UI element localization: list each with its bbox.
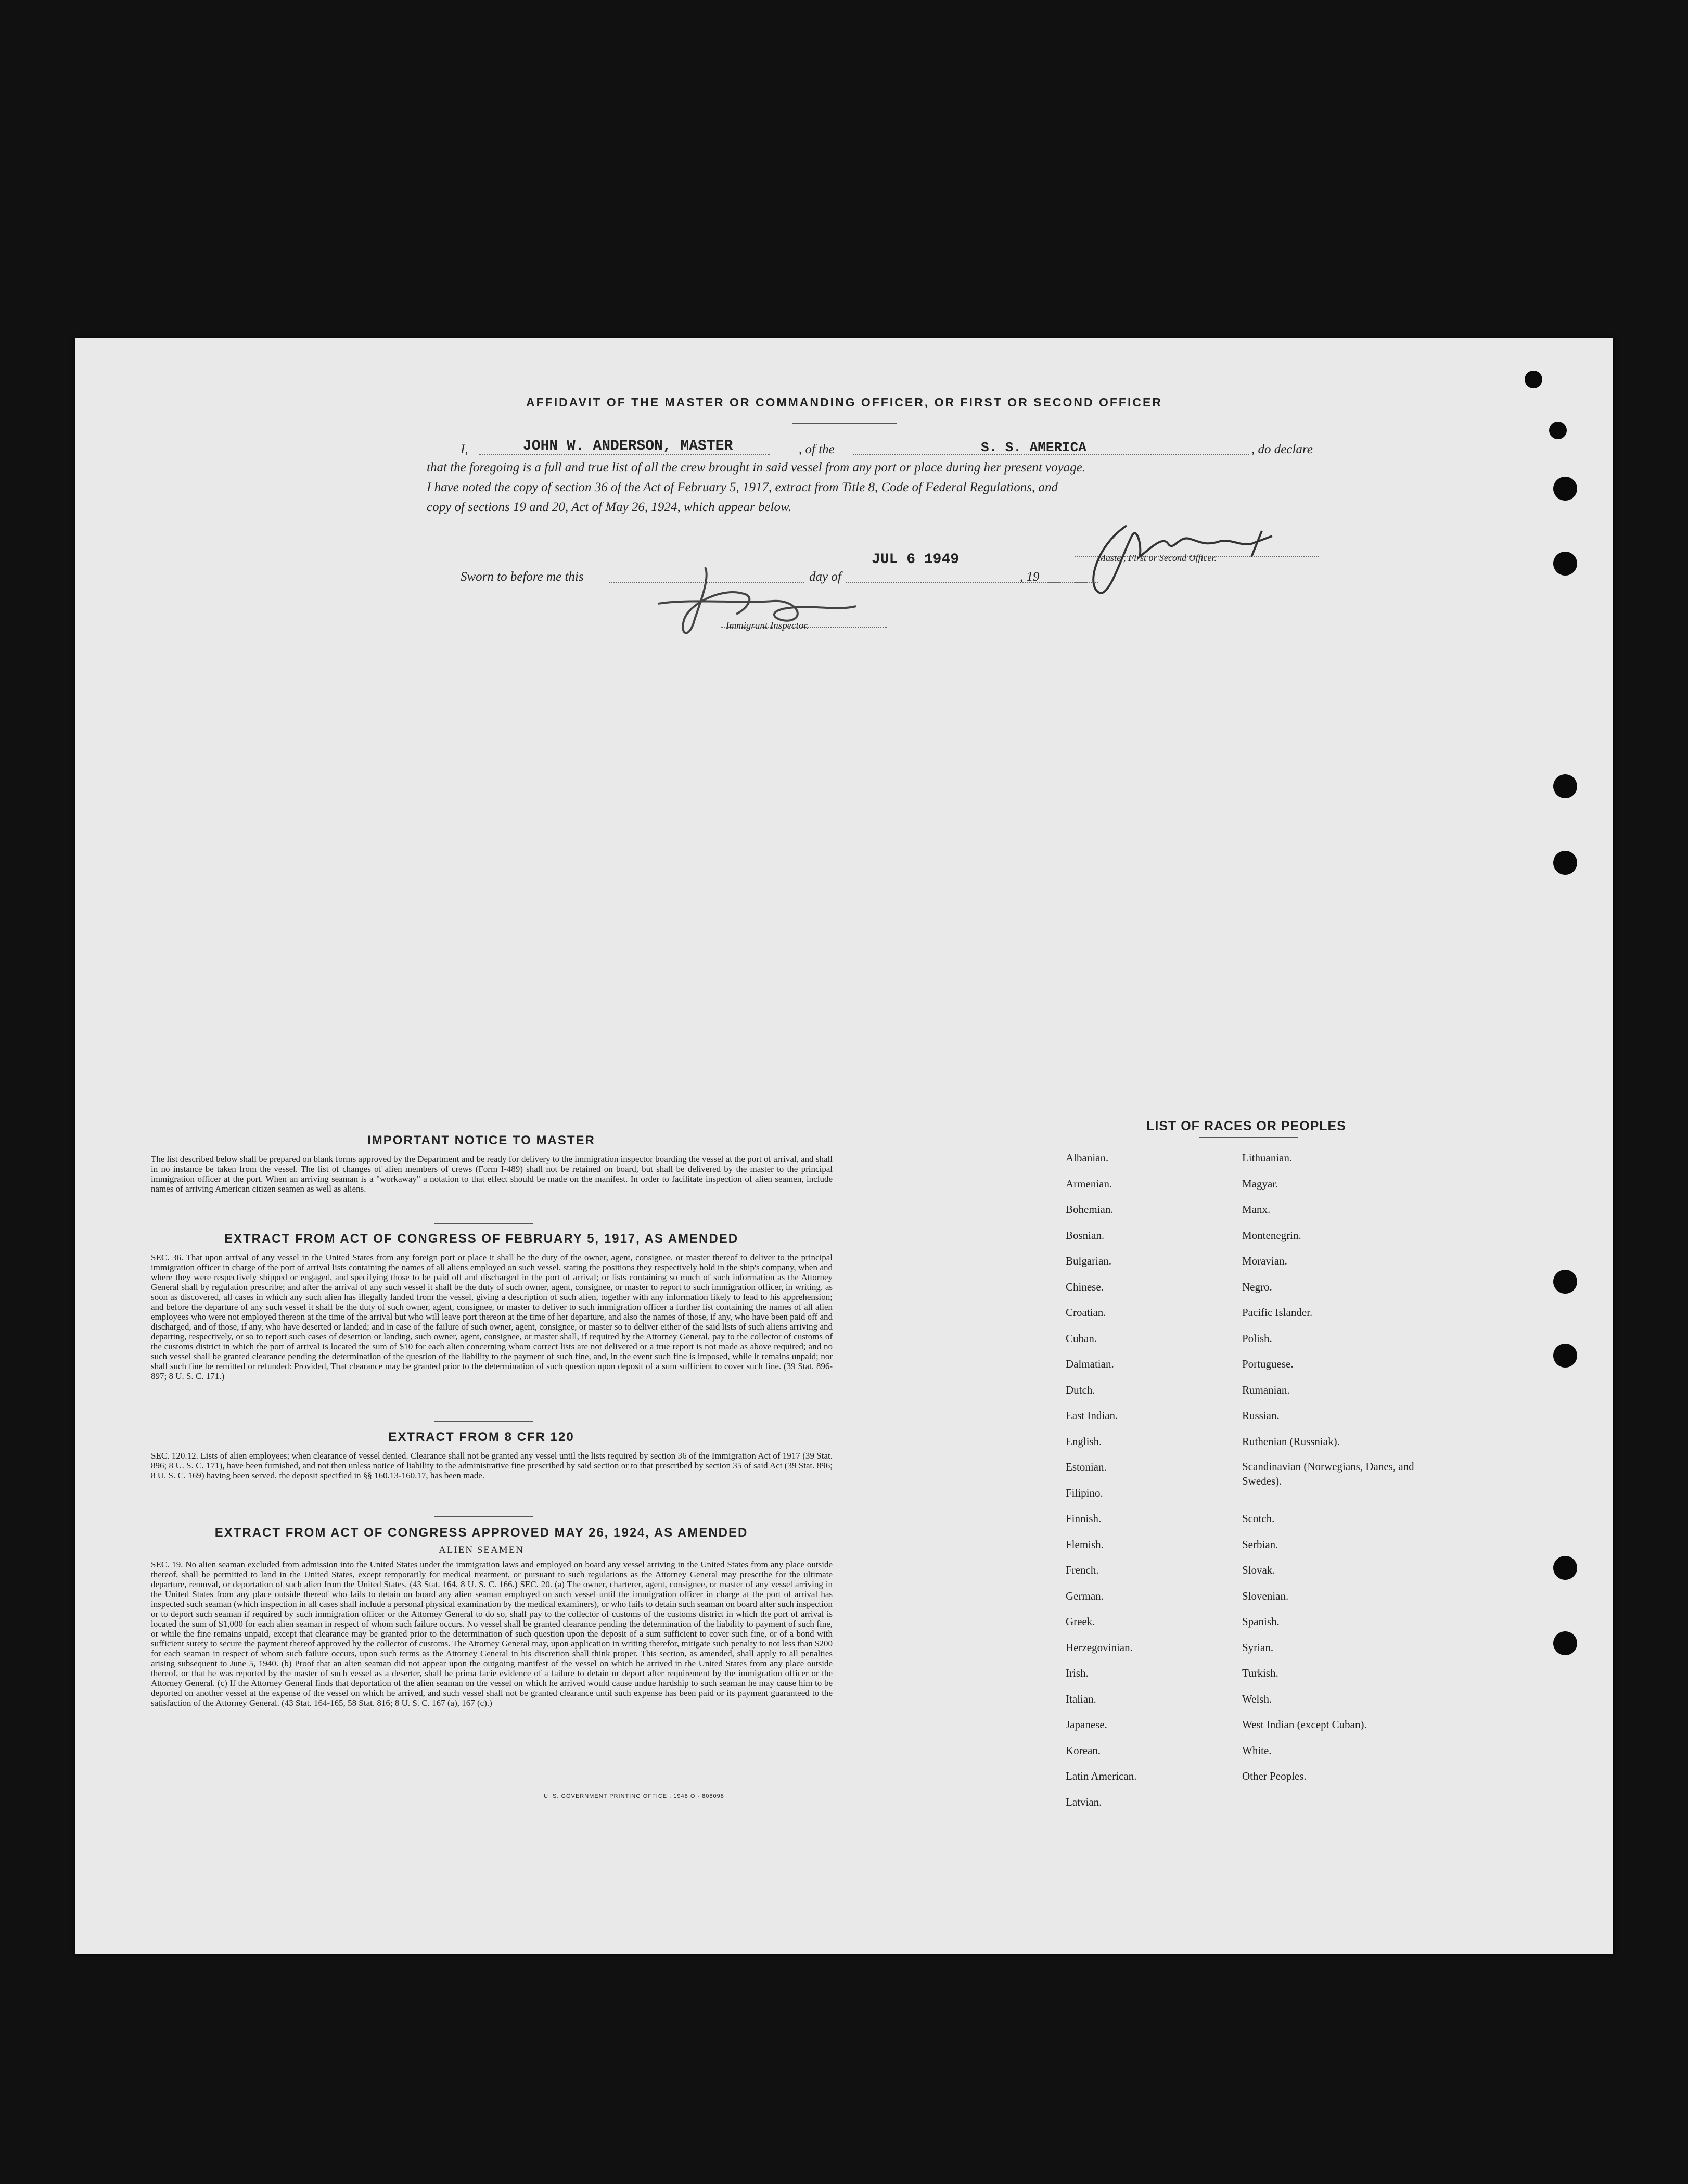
race-item: Slovak. bbox=[1242, 1564, 1275, 1576]
extract-1917-body: SEC. 36. That upon arrival of any vessel in the United States from any foreign port or place it shall be the duty of the owner, agent, consignee, or master thereof to deliver to the principal immigration officer in charge of the port of arrival lists containing the names of all aliens employed on such vessel, stating the positions they respectively hold in the ship's company, when and where they were respectively shipped or engaged, and specifying those to be paid off and discharged in the port of arrival; or lists containing so much of such information as the Attorney General shall by regulation prescribe; and after the arrival of any such vessel it shall be the duty of such owner, agent, consignee, or master to report to such immigration officer, in writing, as soon as discovered, all cases in which any such alien has illegally landed from the vessel, giving a description of such alien, together with any information likely to lead to his apprehension; and before the departure of any such vessel it shall be the duty of such owner, agent, consignee, or master to deliver to such immigration officer a further list containing the names of all alien employees who were not employed thereon at the time of the arrival but who will leave port thereon at the time of her departure, and also the names of those, if any, who have been paid off and discharged, and of those, if any, who have deserted or landed; and in case of the failure of such owner, agent, consignee, or master so to deliver either of the said lists of such aliens arriving and departing, respectively, or so to report such cases of desertion or landing, such owner, agent, consignee, or master shall, if required by the Attorney General, pay to the collector of customs of the customs district in which the port of arrival is located the sum of $10 for each alien concerning whom correct lists are not delivered or a true report is not made as above required; and no such vessel shall be granted clearance pending the determination of the question of the liability to the payment of such fine, and, in the event such fine is imposed, while it remains unpaid; nor shall such fine be remitted or refunded: Provided, That clearance may be granted prior to the determination of such question upon deposit of a sum sufficient to cover such fine. (39 Stat. 896-897; 8 U. S. C. 171.) bbox=[151, 1253, 833, 1381]
race-item: Latvian. bbox=[1066, 1795, 1102, 1808]
race-item: Portuguese. bbox=[1242, 1358, 1294, 1370]
binder-hole bbox=[1525, 371, 1542, 388]
race-item: Herzegovinian. bbox=[1066, 1641, 1133, 1654]
race-item: Latin American. bbox=[1066, 1770, 1137, 1782]
race-item: Korean. bbox=[1066, 1744, 1101, 1757]
binder-hole bbox=[1553, 851, 1577, 875]
race-item: Negro. bbox=[1242, 1280, 1272, 1293]
important-notice-body: The list described below shall be prepared on blank forms approved by the Department and be ready for delivery to the immigration inspector boarding the vessel at the port of arrival, and shall in no instance be taken from the vessel. The list of changes of alien members of crews (Form I-489) shall not be retained on board, but shall be delivered by the master to the principal immigration officer at the port. When an arriving seaman is a "workaway" a notation to that effect should be made on the manifest. In order to facilitate inspection of alien seamen, include names of arriving American citizen seamen as well as aliens. bbox=[151, 1154, 833, 1194]
extract-1924-title: EXTRACT FROM ACT OF CONGRESS APPROVED MAY 26, 1924, AS AMENDED bbox=[214, 1526, 748, 1540]
extract-cfr-body: SEC. 120.12. Lists of alien employees; when clearance of vessel denied. Clearance shall not be granted any vessel until the lists required by section 36 of the Immigration Act of 1917 (39 Stat. 896; 8 U. S. C. 171), have been furnished, and not then unless notice of liability to the administrative fine prescribed by said section or to that prescribed by section 35 of said Act (39 Stat. 896; 8 U. S. C. 169) having been served, the deposit specified in §§ 160.13-160.17, has been made. bbox=[151, 1451, 833, 1480]
race-item: Dalmatian. bbox=[1066, 1358, 1114, 1370]
race-item: Flemish. bbox=[1066, 1538, 1104, 1551]
master-name: JOHN W. ANDERSON, MASTER bbox=[523, 438, 733, 454]
race-item: German. bbox=[1066, 1589, 1104, 1602]
race-item: Magyar. bbox=[1242, 1177, 1278, 1190]
race-item: Estonian. bbox=[1066, 1461, 1107, 1473]
binder-hole bbox=[1553, 1631, 1577, 1655]
race-item: Dutch. bbox=[1066, 1383, 1095, 1396]
race-item: English. bbox=[1066, 1435, 1102, 1448]
officer-signature bbox=[1064, 515, 1335, 598]
binder-hole bbox=[1553, 774, 1577, 798]
race-item: Scotch. bbox=[1242, 1512, 1275, 1525]
document-page bbox=[75, 338, 1613, 1954]
race-item: Russian. bbox=[1242, 1409, 1280, 1422]
extract-1924-body: SEC. 19. No alien seaman excluded from admission into the United States under the immigration laws and employed on board any vessel arriving in the United States from any place outside thereof, shall be permitted to land in the United States, except temporarily for medical treatment, or pursuant to such regulations as the Attorney General may prescribe for the ultimate departure, removal, or deportation of such alien from the United States. (43 Stat. 164, 8 U. S. C. 166.) SEC. 20. (a) The owner, charterer, agent, consignee, or master of any vessel arriving in the United States from any place outside thereof who fails to detain on board any alien seaman employed on such vessel until the immigration officer in charge at the port of arrival has inspected such seaman (which inspection in all cases shall include a personal physical examination by the medical examiners), or who fails to detain such seaman on board after such inspection or to deport such seaman if required by such immigration officer or the Attorney General to do so, shall pay to the collector of customs of the customs district in which the port of arrival is located the sum of $1,000 for each alien seaman in respect of whom such failure occurs. No vessel shall be granted clearance pending the determination of the liability to payment of such fine, or while the fine remains unpaid, except that clearance may be granted prior to the determination of such question upon the deposit of a sum sufficient to cover such fine, or of a bond with sufficient surety to secure the payment thereof approved by the collector of customs. The Attorney General may, upon application in writing therefor, mitigate such penalty to not less than $200 for each seaman in respect of whom such failure occurs, upon such terms as the Attorney General in his discretion shall think proper. This section, as amended, shall apply to all penalties arising subsequent to June 5, 1940. (b) Proof that an alien seaman did not appear upon the outgoing manifest of the vessel on which he arrived in the United States from any place outside thereof, or that he was reported by the master of such vessel as a deserter, shall be prima facie evidence of a failure to detain or deport after requirement by the immigration officer or the Attorney General. (c) If the Attorney General finds that deportation of the alien seaman on the vessel on which he arrived would cause undue hardship to such seaman he may cause him to be deported on another vessel at the expense of the vessel on which he arrived, and such vessel shall not be granted clearance until such expense has been paid or its payment guaranteed to the satisfaction of the Attorney General. (43 Stat. 164-165, 58 Stat. 816; 8 U. S. C. 167 (a), 167 (c).) bbox=[151, 1560, 833, 1708]
race-item: Ruthenian (Russniak). bbox=[1242, 1435, 1340, 1448]
important-notice-title: IMPORTANT NOTICE TO MASTER bbox=[367, 1133, 595, 1147]
officer-caption: Master, First or Second Officer. bbox=[1098, 553, 1217, 563]
race-item: Rumanian. bbox=[1242, 1383, 1290, 1396]
inspector-caption: Immigrant Inspector. bbox=[726, 620, 809, 631]
race-item: Armenian. bbox=[1066, 1177, 1112, 1190]
race-item: Moravian. bbox=[1242, 1255, 1287, 1267]
race-item: Spanish. bbox=[1242, 1615, 1280, 1628]
races-right-column bbox=[1242, 1150, 1466, 1820]
race-item: Scandinavian (Norwegians, Danes, and Swedes). bbox=[1242, 1460, 1414, 1487]
inspector-signature bbox=[637, 557, 887, 645]
binder-hole bbox=[1553, 1556, 1577, 1580]
binder-hole bbox=[1549, 422, 1567, 439]
sworn-text: Sworn to before me this bbox=[461, 570, 584, 584]
do-declare-text: , do declare bbox=[1251, 442, 1313, 456]
race-item: Bohemian. bbox=[1066, 1203, 1114, 1216]
race-item: Pacific Islander. bbox=[1242, 1306, 1313, 1319]
race-item: Bosnian. bbox=[1066, 1229, 1105, 1242]
year-prefix: , 19 bbox=[1020, 570, 1040, 584]
race-item: East Indian. bbox=[1066, 1409, 1118, 1422]
race-item: Serbian. bbox=[1242, 1538, 1278, 1551]
affidavit-line-4: copy of sections 19 and 20, Act of May 26, 1924, which appear below. bbox=[427, 500, 792, 514]
race-item: Filipino. bbox=[1066, 1486, 1103, 1499]
binder-hole bbox=[1553, 552, 1577, 576]
race-item: White. bbox=[1242, 1744, 1272, 1757]
race-item bbox=[1242, 1794, 1466, 1820]
race-item: Turkish. bbox=[1242, 1667, 1278, 1679]
race-item: Welsh. bbox=[1242, 1692, 1272, 1705]
affidavit-i: I, bbox=[461, 442, 468, 456]
vessel-name: S. S. AMERICA bbox=[981, 440, 1086, 455]
race-item: Irish. bbox=[1066, 1667, 1089, 1679]
printing-office-imprint: U. S. GOVERNMENT PRINTING OFFICE : 1948 O - 808098 bbox=[544, 1793, 724, 1799]
extract-1917-title: EXTRACT FROM ACT OF CONGRESS OF FEBRUARY 5, 1917, AS AMENDED bbox=[224, 1232, 739, 1246]
races-left-column bbox=[1066, 1150, 1232, 1820]
binder-hole bbox=[1553, 1270, 1577, 1294]
race-item: Greek. bbox=[1066, 1615, 1095, 1628]
affidavit-line-2: that the foregoing is a full and true list of all the crew brought in said vessel from any port or place during her present voyage. bbox=[427, 461, 1086, 475]
of-the-text: , of the bbox=[799, 442, 835, 456]
affidavit-line-3: I have noted the copy of section 36 of the Act of February 5, 1917, extract from Title 8, Code of Federal Regulations, and bbox=[427, 480, 1058, 494]
extract-1924-subtitle: ALIEN SEAMEN bbox=[439, 1544, 524, 1555]
race-item: West Indian (except Cuban). bbox=[1242, 1718, 1367, 1731]
extract-cfr-title: EXTRACT FROM 8 CFR 120 bbox=[388, 1430, 574, 1444]
race-item: Cuban. bbox=[1066, 1332, 1097, 1345]
race-item: Lithuanian. bbox=[1242, 1152, 1293, 1164]
binder-hole bbox=[1553, 1344, 1577, 1368]
race-item: Montenegrin. bbox=[1242, 1229, 1301, 1242]
affidavit-title: AFFIDAVIT OF THE MASTER OR COMMANDING OFFICER, OR FIRST OR SECOND OFFICER bbox=[526, 395, 1162, 409]
race-item: Finnish. bbox=[1066, 1512, 1102, 1525]
binder-hole bbox=[1553, 477, 1577, 501]
race-item: Other Peoples. bbox=[1242, 1770, 1307, 1782]
race-item: Syrian. bbox=[1242, 1641, 1274, 1654]
race-item: Japanese. bbox=[1066, 1718, 1107, 1731]
race-item: Chinese. bbox=[1066, 1280, 1104, 1293]
race-item: Italian. bbox=[1066, 1692, 1096, 1705]
race-item: Bulgarian. bbox=[1066, 1255, 1112, 1267]
day-of-text: day of bbox=[809, 570, 841, 584]
race-item: French. bbox=[1066, 1564, 1099, 1576]
race-item: Croatian. bbox=[1066, 1306, 1106, 1319]
race-item: Polish. bbox=[1242, 1332, 1272, 1345]
races-title: LIST OF RACES OR PEOPLES bbox=[1146, 1119, 1346, 1133]
race-item: Albanian. bbox=[1066, 1152, 1109, 1164]
date-stamp: JUL 6 1949 bbox=[872, 552, 960, 568]
race-item: Manx. bbox=[1242, 1203, 1271, 1216]
race-item: Slovenian. bbox=[1242, 1589, 1289, 1602]
